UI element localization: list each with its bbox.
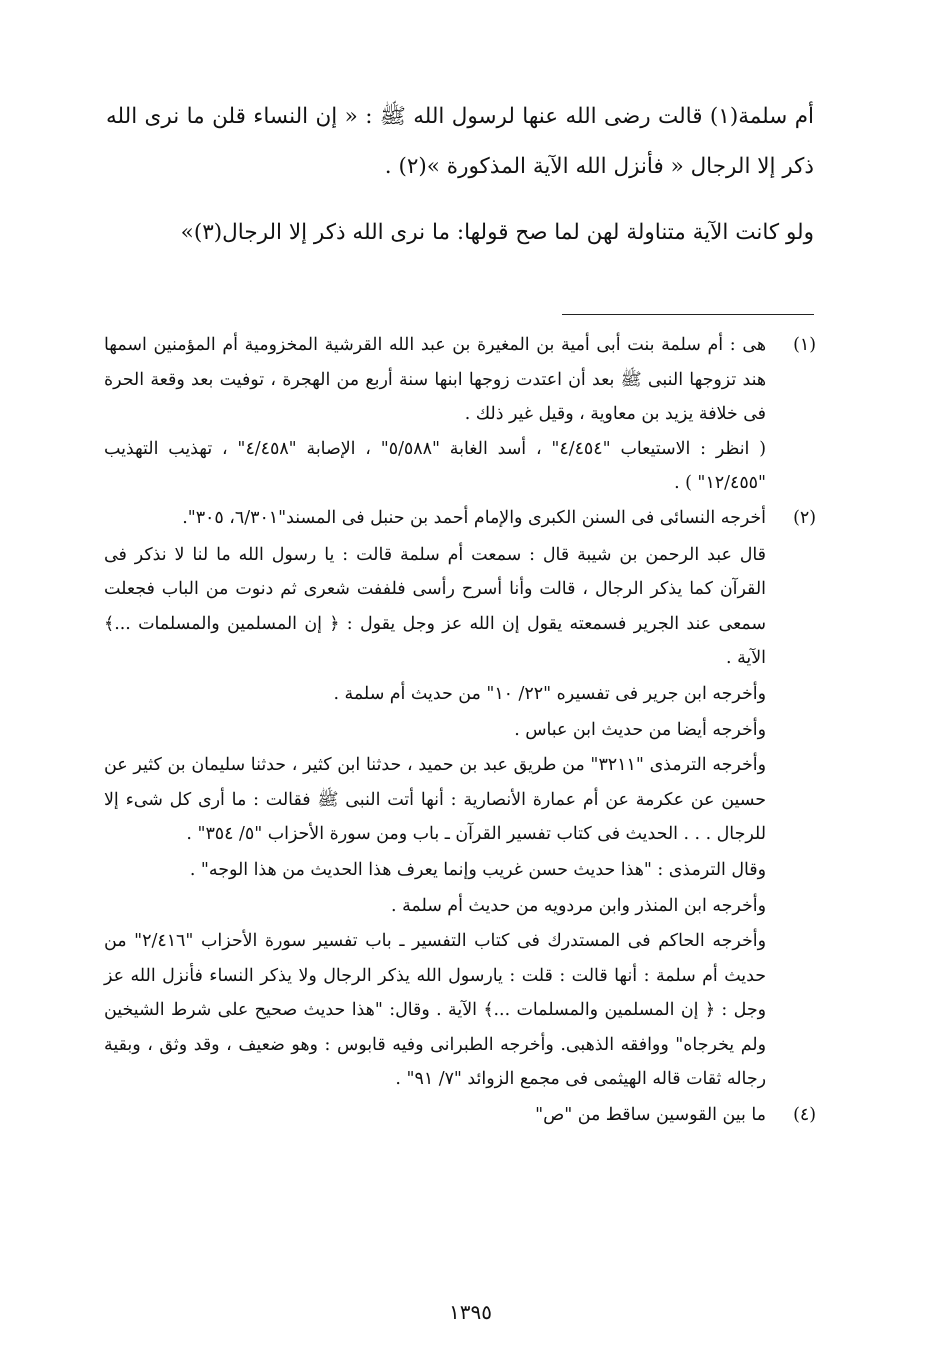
- footnote-paragraph: أخرجه النسائى فى السنن الكبرى والإمام أحمد بن حنبل فى المسند"٦/٣٠١، ٣٠٥".: [182, 507, 766, 528]
- footnote-paragraph: ما بين القوسين ساقط من "ص": [535, 1105, 766, 1126]
- footnote-body: [104, 328, 766, 501]
- main-paragraph-2: ولو كانت الآية متناولة لهن لما صح قولها: ما نرى الله ذكر إلا الرجال(٣)»: [180, 220, 814, 245]
- footnote-number: (٢): [793, 507, 816, 528]
- footnote-4: [104, 1098, 816, 1133]
- footnote-paragraph: قال عبد الرحمن بن شيبة قال : سمعت أم سلمة قالت : يا رسول الله ما لنا لا نذكر فى القرآن كما يذكر الرجال ، قالت وأنا أسرح رأسى فلففت شعرى ثم دنوت من الباب فجعلت سمعى عند الجرير فسمعته يقول إن الله عز وجل يقول : ﴿ إن المسلمين والمسلمات ...﴾ الآية .: [104, 544, 766, 669]
- footnotes: [104, 328, 816, 1133]
- footnote-paragraph: وأخرجه ابن جرير فى تفسيره "٢٢/ ١٠" من حديث أم سلمة .: [333, 683, 766, 704]
- footnote-2: [104, 501, 816, 536]
- footnote-paragraph: وأخرجه أيضا من حديث ابن عباس .: [514, 719, 766, 740]
- footnote-paragraph: وأخرجه ابن المنذر وابن مردويه من حديث أم سلمة .: [391, 895, 766, 916]
- footnote-number: (١): [793, 335, 816, 355]
- footnote-1: [104, 328, 816, 501]
- main-paragraph-1: أم سلمة(١) قالت رضى الله عنها لرسول الله ﷺ : « إن النساء قلن ما نرى الله ذكر إلا الرجال « فأنزل الله الآية المذكورة »(٢) .: [106, 104, 814, 179]
- page-number: ١٣٩٥: [449, 1300, 492, 1324]
- footnote-number: (٤): [793, 1105, 816, 1126]
- footnote-paragraph: وقال الترمذى : "هذا حديث حسن غريب وإنما يعرف هذا الحديث من هذا الوجه" .: [189, 859, 766, 880]
- footnote-paragraph: وأخرجه الترمذى "٣٢١١" من طريق عبد بن حميد ، حدثنا ابن كثير ، حدثنا سليمان بن كثير عن حسين عن عكرمة عن أم عمارة الأنصارية : أنها أتت النبى ﷺ فقالت : ما أرى كل شىء إلا للرجال . . . الحديث فى كتاب تفسير القرآن ـ باب ومن سورة الأحزاب "٥/ ٣٥٤" .: [104, 755, 766, 845]
- footnote-body: [104, 501, 766, 536]
- footnote-paragraph: وأخرجه الحاكم فى المستدرك فى كتاب التفسير ـ باب تفسير سورة الأحزاب "٢/٤١٦" من حديث أم سلمة : أنها قالت : قلت : يارسول الله يذكر الرجال ولا يذكر النساء فأنزل الله عز وجل : ﴿ إن المسلمين والمسلمات ...﴾ الآية . وقال: "هذا حديث صحيح على شرط الشيخين ولم يخرجاه" ووافقه الذهبى. وأخرجه الطبرانى وفيه قابوس : وهو ضعيف ، وقد وثق ، وبقية رجاله ثقات قاله الهيثمى فى مجمع الزوائد "٧/ ٩١" .: [104, 931, 766, 1090]
- footnote-paragraph: ( انظر : الاستيعاب "٤/٤٥٤" ، أسد الغابة "٥/٥٨٨" ، الإصابة "٤/٤٥٨" ، تهذيب التهذيب "١٢/٤٥٥" ) .: [104, 438, 766, 494]
- main-text: [106, 92, 814, 274]
- footnote-2-continuation: [104, 538, 766, 1098]
- footnote-separator: [562, 314, 814, 315]
- footnote-paragraph: هى : أم سلمة بنت أبى أمية بن المغيرة بن عبد الله القرشية المخزومية أم المؤمنين اسمها هند تزوجها النبى ﷺ بعد أن اعتدت زوجها ابنها سنة أربع من الهجرة ، توفيت بعد وقعة الحرة فى خلافة يزيد بن معاوية ، وقيل غير ذلك .: [104, 335, 766, 425]
- footnote-body: [104, 1098, 766, 1133]
